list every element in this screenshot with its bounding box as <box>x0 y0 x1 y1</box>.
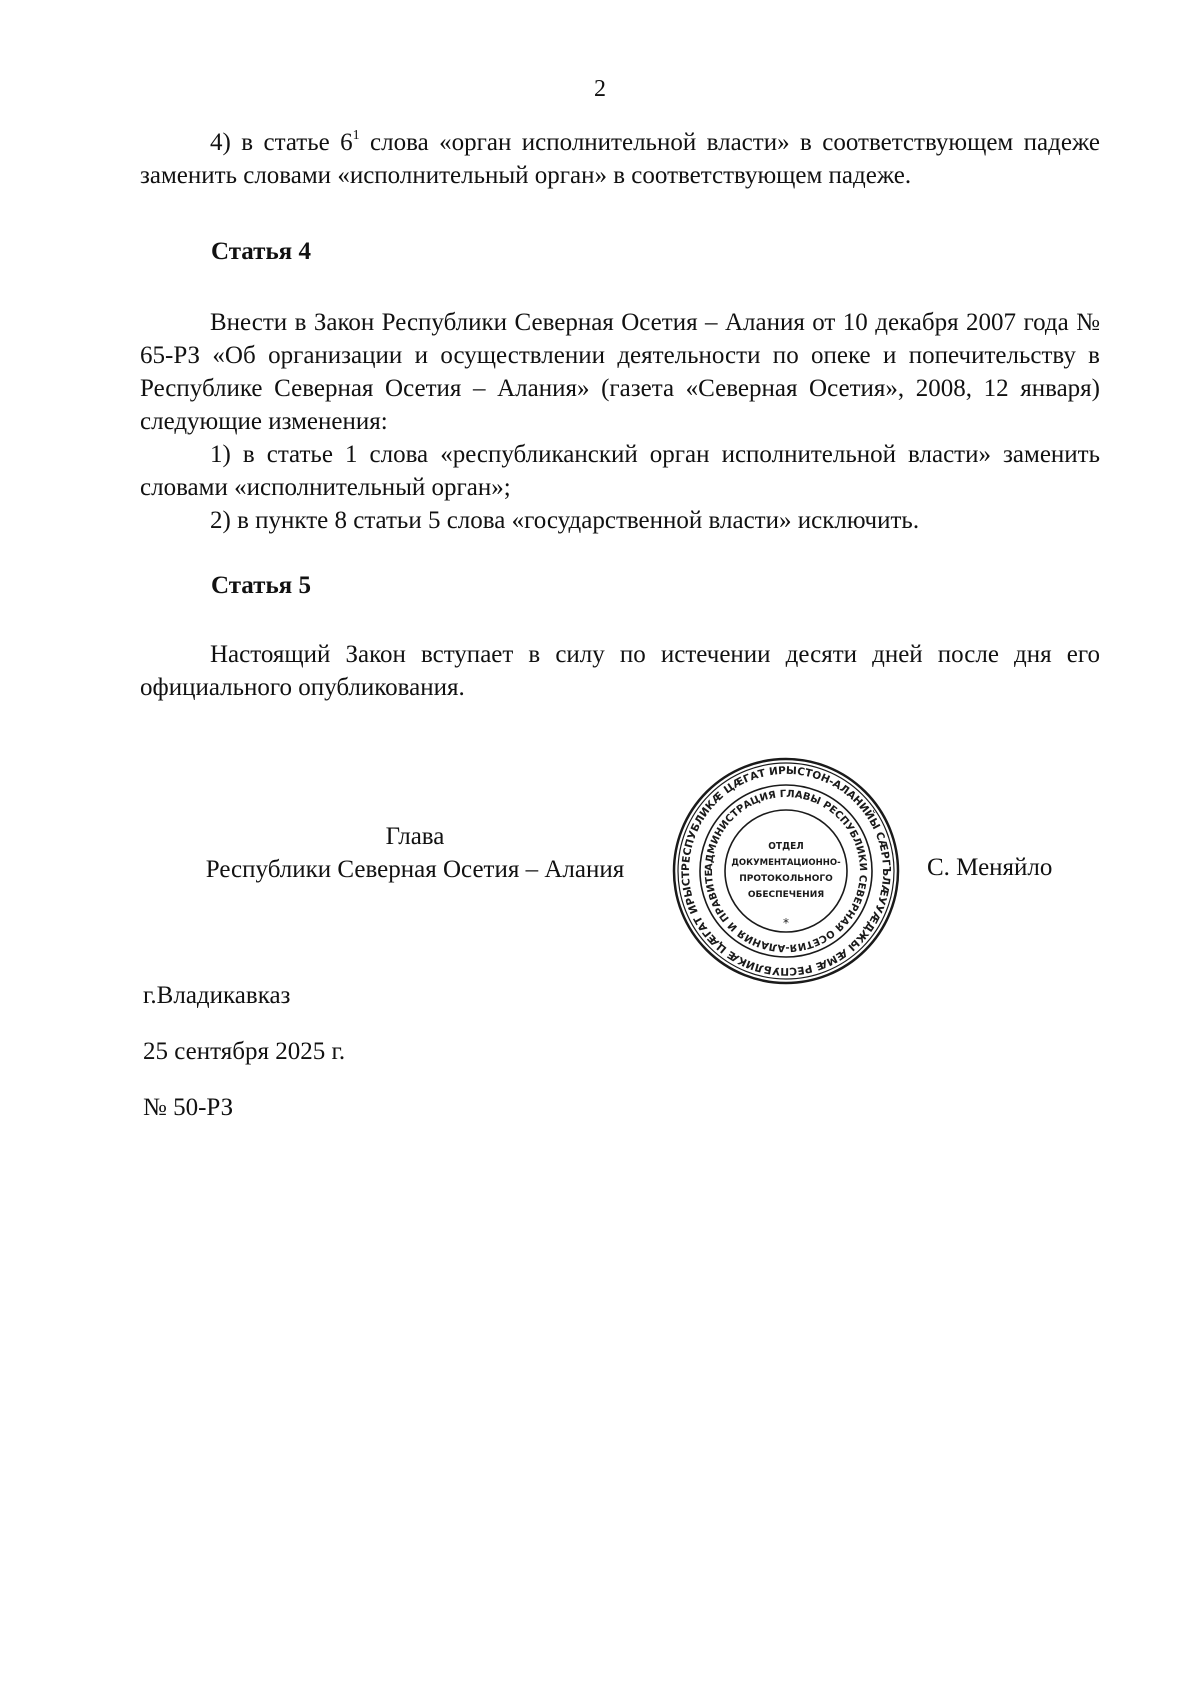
item-4-text: 4) в статье $6^1$ слова «орган исполнительной власти» в соответствующем падеже заменить словами «исполнительный орган» в соответствующем падеже. <box>140 127 1101 189</box>
signatory-name: С. Меняйло <box>927 854 1053 881</box>
item-4-block <box>140 126 1100 192</box>
article-4-item-1: 1) в статье 1 слова «республиканский орган исполнительной власти» заменить словами «исполнительный орган»; <box>140 441 1100 501</box>
seal-star-icon: * <box>783 916 789 930</box>
signing-date: 25 сентября 2025 г. <box>143 1038 346 1065</box>
law-number: № 50-РЗ <box>143 1094 234 1121</box>
place-of-signing: г.Владикавказ <box>143 982 291 1009</box>
article-5-body <box>140 638 1100 704</box>
signatory-title <box>180 820 650 886</box>
article-5-text: Настоящий Закон вступает в силу по истечении десяти дней после дня его официального опубликования. <box>140 641 1100 701</box>
seal-inner-text: АДМИНИСТРАЦИЯ ГЛАВЫ РЕСПУБЛИКИ СЕВЕРНАЯ ОСЕТИЯ-АЛАНИЯ И ПРАВИТЕ <box>703 788 869 954</box>
superscript: 1 <box>352 127 360 143</box>
article-4-body <box>140 306 1100 537</box>
article-4-item-2: 2) в пункте 8 статьи 5 слова «государственной власти» исключить. <box>210 507 920 534</box>
seal-center-line-3: ПРОТОКОЛЬНОГО <box>739 874 833 884</box>
page-number: 2 <box>594 76 606 102</box>
article-4-heading: Статья 4 <box>211 238 311 265</box>
seal-center-line-1: ОТДЕЛ <box>768 841 804 852</box>
seal-graphic <box>671 756 901 986</box>
signatory-title-line2: Республики Северная Осетия – Алания <box>205 856 625 883</box>
seal-center-line-2: ДОКУМЕНТАЦИОННО- <box>731 858 841 868</box>
seal-outer-text: РЕСПУБЛИКӔ ЦӔГАТ ИРЫСТОН-АЛАНИЙЫ СӔРГЪЛӔУУӔДЖЫ ӔМӔ РЕСПУБЛИКӔ ЦӔГАТ ИРЫСТ <box>679 764 892 978</box>
article-4-intro: Внести в Закон Республики Северная Осетия – Алания от 10 декабря 2007 года № 65-РЗ «Об организации и осуществлении деятельности по опеке и попечительству в Республике Северная Осетия – Алания» (газета «Северная Осетия», 2008, 12 января) следующие изменения: <box>140 309 1100 435</box>
article-5-heading: Статья 5 <box>211 572 311 599</box>
official-seal <box>671 756 901 986</box>
seal-center-line-4: ОБЕСПЕЧЕНИЯ <box>747 890 825 900</box>
signatory-title-line1: Глава <box>385 823 445 850</box>
